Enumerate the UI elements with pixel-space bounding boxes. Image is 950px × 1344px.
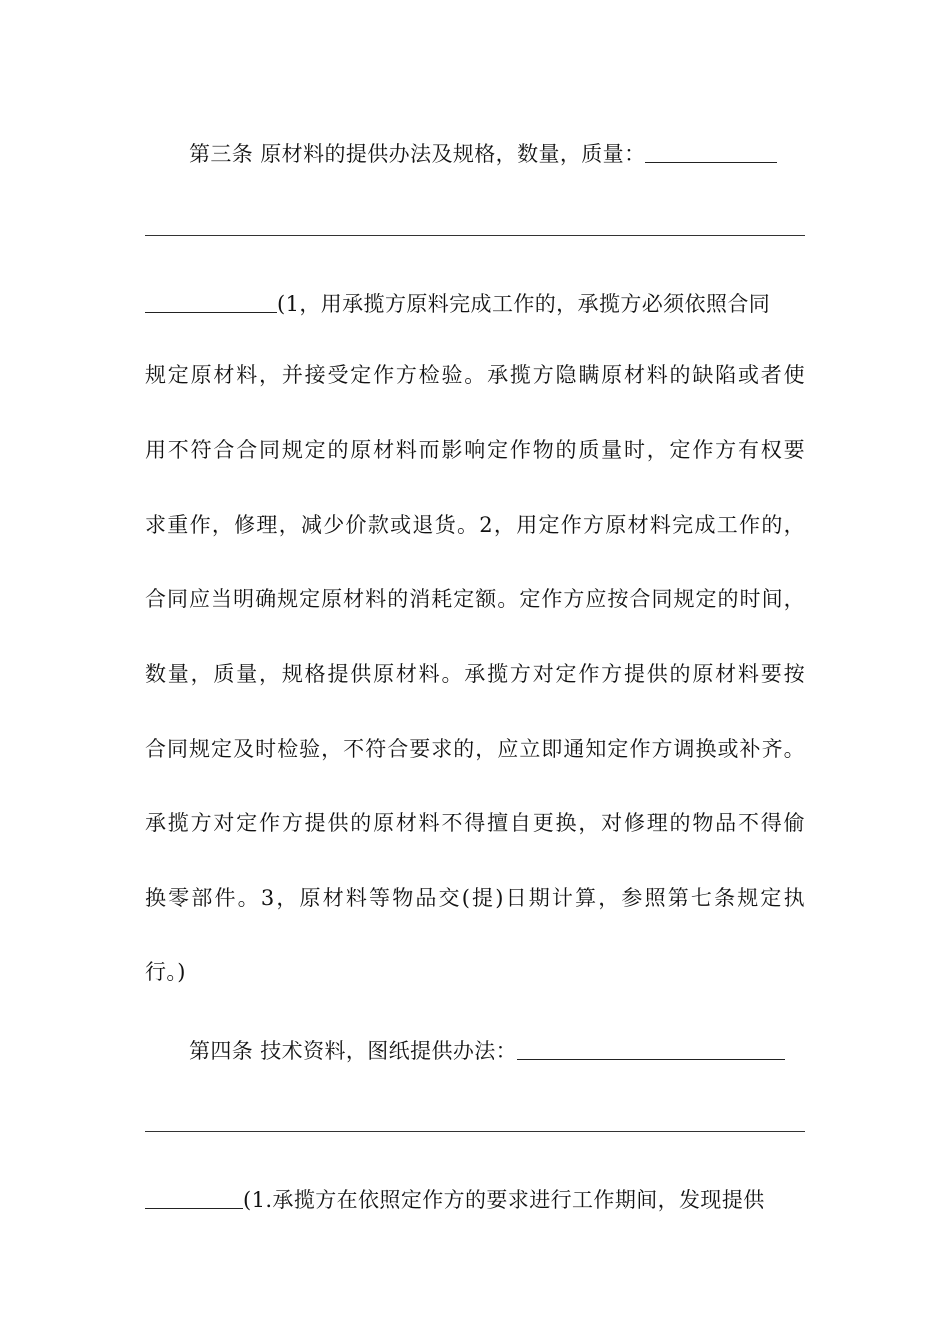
article3-line-6: 数量，质量，规格提供原材料。承揽方对定作方提供的原材料要按 xyxy=(145,662,805,686)
article3-line-2: 规定原材料，并接受定作方检验。承揽方隐瞒原材料的缺陷或者使 xyxy=(145,363,805,387)
article4-blank-rule xyxy=(145,1131,805,1132)
article3-line-8: 承揽方对定作方提供的原材料不得擅自更换，对修理的物品不得偷 xyxy=(145,811,805,835)
article3-blank-rule xyxy=(145,235,805,236)
article3-fill-blank xyxy=(645,142,777,163)
article4-lead-blank xyxy=(145,1188,243,1209)
article3-line-1 xyxy=(145,284,805,324)
article3-heading: 第三条 原材料的提供办法及规格，数量，质量： xyxy=(189,142,646,166)
article3-heading-line xyxy=(189,134,805,174)
article4-heading: 第四条 技术资料，图纸提供办法： xyxy=(189,1039,518,1063)
article4-heading-line xyxy=(189,1031,805,1071)
article3-lead-blank xyxy=(145,292,277,313)
article3-line-10: 行。) xyxy=(145,960,186,984)
article3-text-1: (1，用承揽方原料完成工作的，承揽方必须依照合同 xyxy=(277,292,771,316)
article4-fill-blank xyxy=(517,1039,785,1060)
article3-line-3: 用不符合合同规定的原材料而影响定作物的质量时，定作方有权要 xyxy=(145,438,805,462)
article3-line-4: 求重作，修理，减少价款或退货。2，用定作方原材料完成工作的， xyxy=(145,513,805,537)
article4-line-1 xyxy=(145,1180,805,1220)
article4-text-1: (1.承揽方在依照定作方的要求进行工作期间，发现提供 xyxy=(243,1188,765,1212)
article3-line-9: 换零部件。3，原材料等物品交(提)日期计算，参照第七条规定执 xyxy=(145,886,805,910)
article3-line-5: 合同应当明确规定原材料的消耗定额。定作方应按合同规定的时间， xyxy=(145,587,805,611)
article3-line-7: 合同规定及时检验，不符合要求的，应立即通知定作方调换或补齐。 xyxy=(145,737,805,761)
